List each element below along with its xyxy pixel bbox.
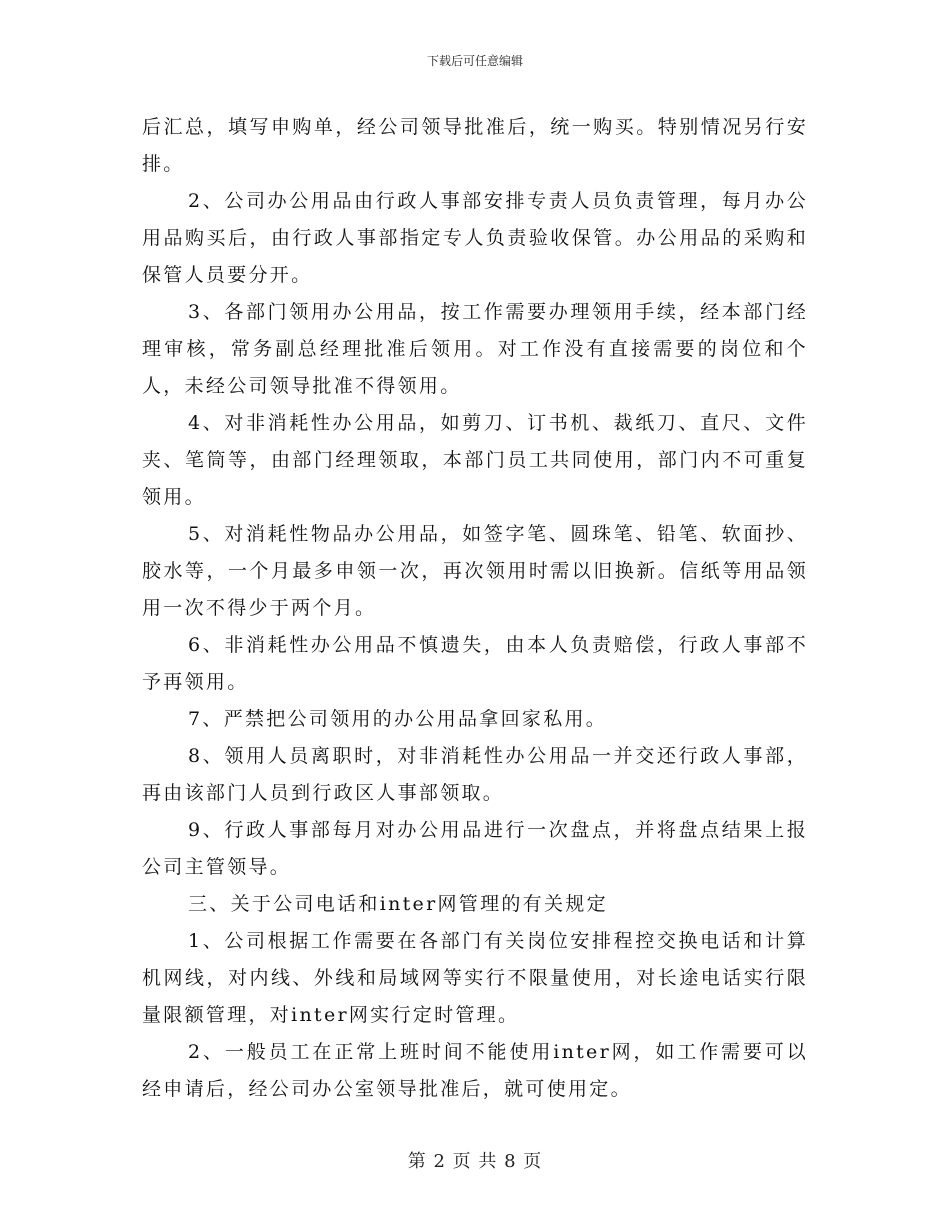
paragraph-item-2: 2、公司办公用品由行政人事部安排专责人员负责管理，每月办公用品购买后，由行政人事部指定专人负责验收保管。办公用品的采购和保管人员要分开。 — [142, 190, 808, 286]
paragraph-item-6: 6、非消耗性办公用品不慎遗失，由本人负责赔偿，行政人事部不予再领用。 — [142, 634, 808, 693]
page-number-footer — [0, 1150, 950, 1174]
paragraph-phone-rule-2: 2、一般员工在正常上班时间不能使用inter网，如工作需要可以经申请后，经公司办公室领导批准后，就可使用定。 — [142, 1041, 808, 1100]
paragraph-item-7: 7、严禁把公司领用的办公用品拿回家私用。 — [188, 708, 608, 730]
page-number-text: 第 2 页 共 8 页 — [407, 1151, 543, 1172]
paragraph-continuation: 后汇总，填写申购单，经公司领导批准后，统一购买。特别情况另行安排。 — [142, 116, 808, 175]
paragraph-item-5: 5、对消耗性物品办公用品，如签字笔、圆珠笔、铅笔、软面抄、胶水等，一个月最多申领一次，再次领用时需以旧换新。信纸等用品领用一次不得少于两个月。 — [142, 523, 808, 619]
paragraph-item-4: 4、对非消耗性办公用品，如剪刀、订书机、裁纸刀、直尺、文件夹、笔筒等，由部门经理领取，本部门员工共同使用，部门内不可重复领用。 — [142, 412, 808, 508]
document-body — [142, 109, 808, 1108]
section-heading: 三、关于公司电话和inter网管理的有关规定 — [188, 893, 608, 915]
paragraph-phone-rule-1: 1、公司根据工作需要在各部门有关岗位安排程控交换电话和计算机网线，对内线、外线和局域网等实行不限量使用，对长途电话实行限量限额管理，对inter网实行定时管理。 — [142, 930, 808, 1026]
page-header: 下载后可任意编辑 — [426, 54, 523, 68]
paragraph-item-9: 9、行政人事部每月对办公用品进行一次盘点，并将盘点结果上报公司主管领导。 — [142, 819, 808, 878]
paragraph-item-3: 3、各部门领用办公用品，按工作需要办理领用手续，经本部门经理审核，常务副总经理批准后领用。对工作没有直接需要的岗位和个人，未经公司领导批准不得领用。 — [142, 301, 808, 397]
paragraph-item-8: 8、领用人员离职时，对非消耗性办公用品一并交还行政人事部，再由该部门人员到行政区人事部领取。 — [142, 745, 808, 804]
